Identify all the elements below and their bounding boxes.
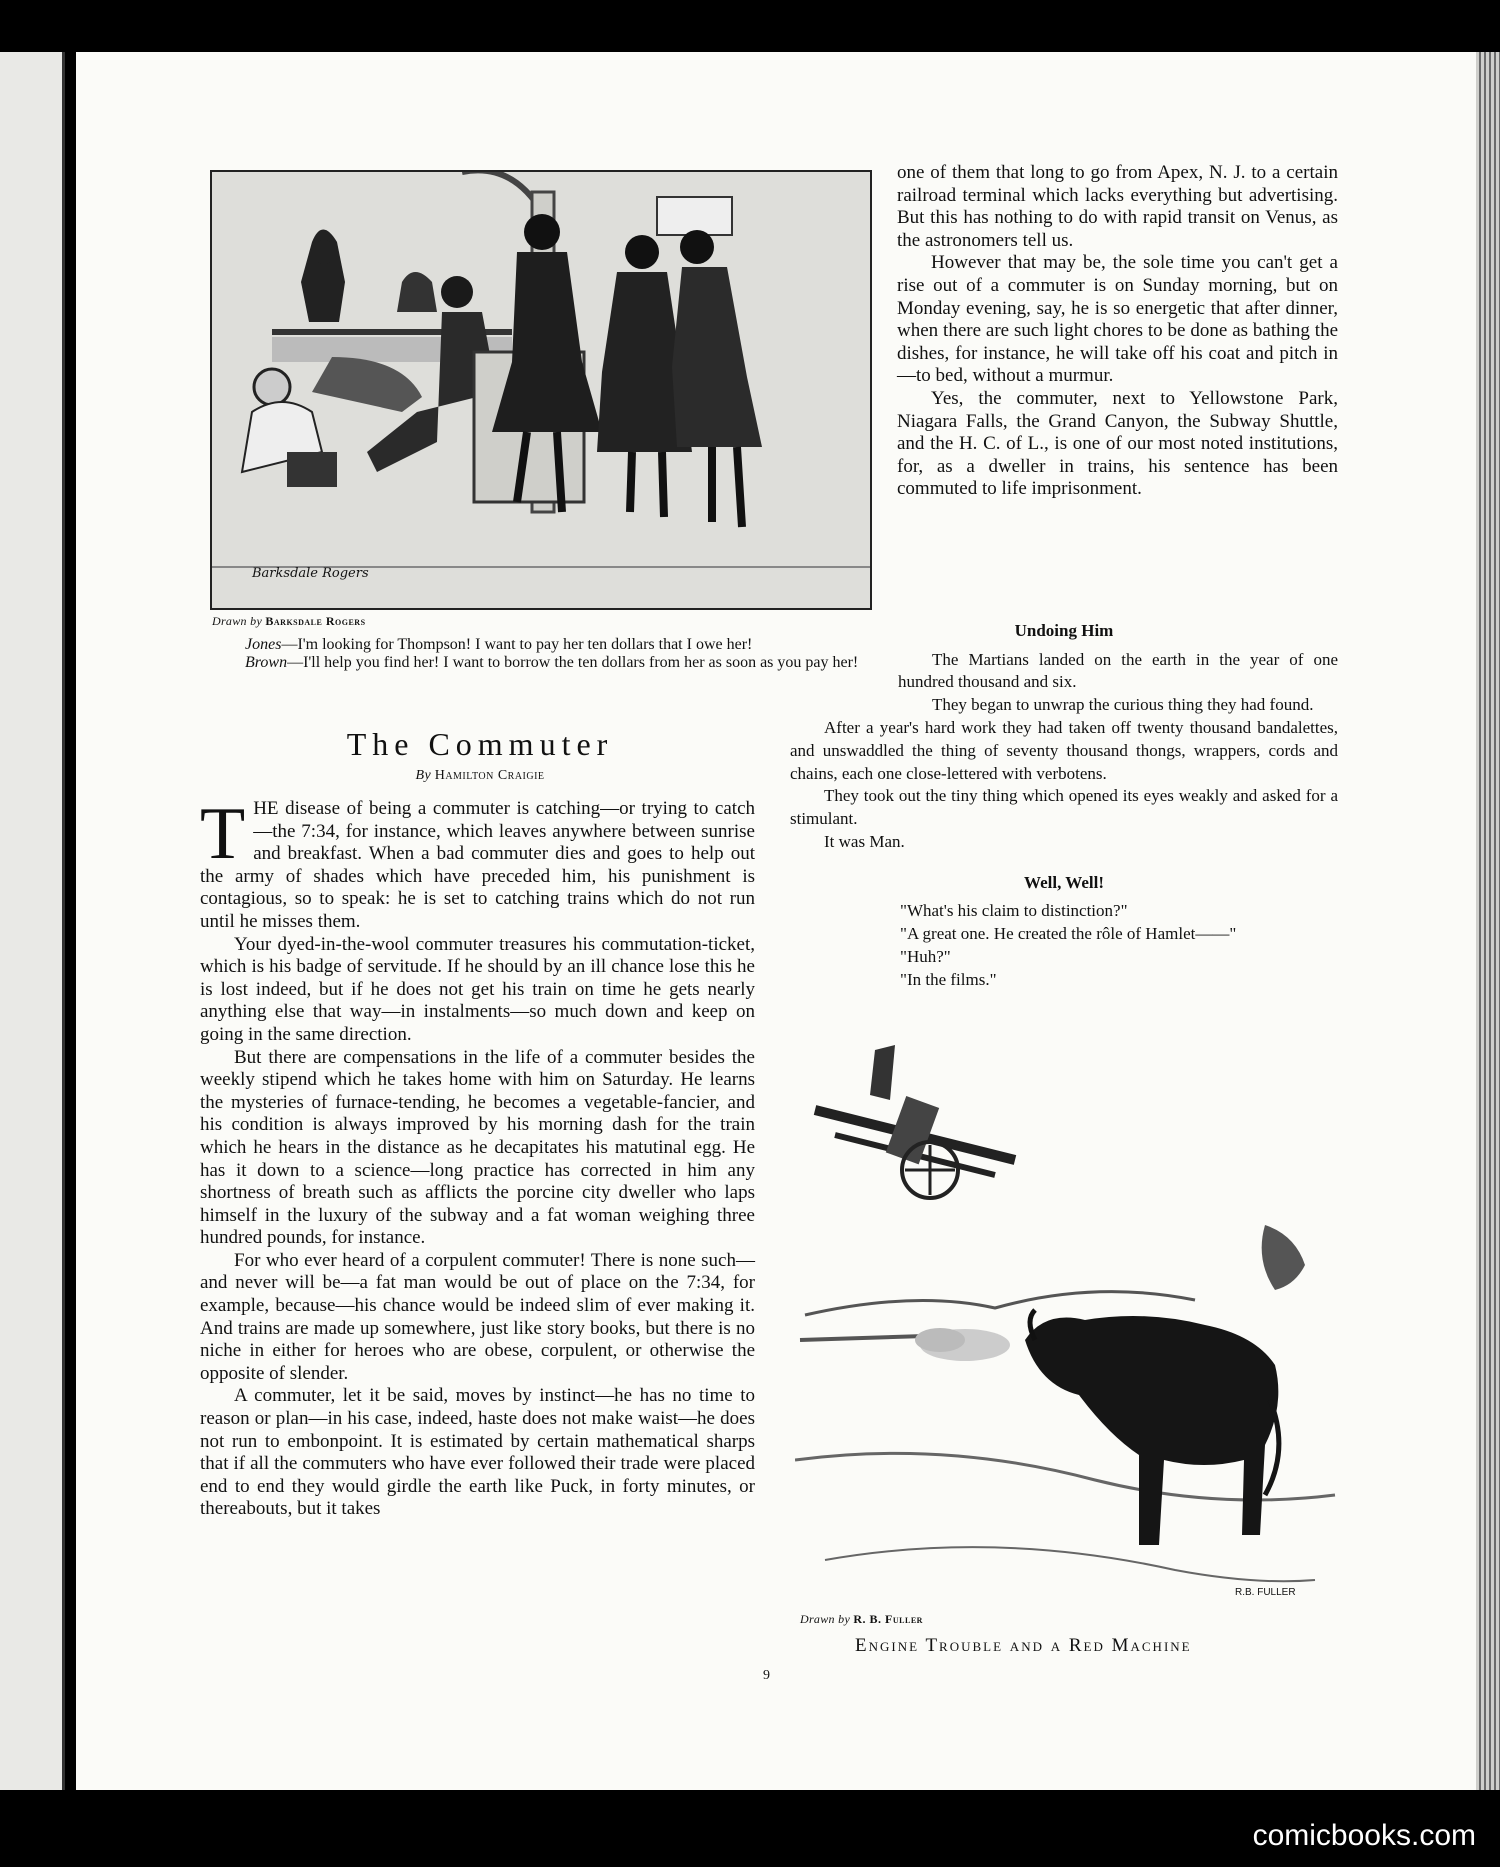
dialogue-line: "What's his claim to distinction?" — [900, 901, 1128, 921]
paragraph — [200, 793, 755, 934]
paragraph: The Martians landed on the earth in the year of one hundred thousand and six. — [898, 649, 1338, 692]
short-pieces — [790, 606, 1338, 992]
paragraph: Your dyed-in-the-wool commuter treasures his commutation-ticket, which is his badge of servitude. If he should by an ill chance lose this he is lost indeed, but if he does not get his train on time he gets nearly anything else that way—in instalments—so much down and keep on going in the same direction. — [200, 933, 755, 1045]
ladies-sketch — [212, 172, 870, 608]
wellwell-heading: Well, Well! — [1024, 872, 1104, 892]
bull — [1025, 1310, 1279, 1545]
article-byline — [200, 768, 760, 784]
dialogue-line: "Huh?" — [900, 946, 951, 966]
credit-name: Barksdale Rogers — [265, 614, 366, 628]
paragraph: Yes, the commuter, next to Yellowstone Park, Niagara Falls, the Grand Canyon, the Subway Shuttle, and the H. C. of L., is one of our most noted institutions, for, as a dweller in trains, his sentence has been commuted to life imprisonment. — [897, 387, 1338, 500]
illustration-signature: Barksdale Rogers — [252, 566, 369, 581]
bottom-illustration-credit — [800, 1612, 923, 1627]
paragraph: However that may be, the sole time you can't get a rise out of a commuter is on Sunday morning, but on Monday evening, say, he is so energetic that after dinner, when there are such light chores to be done as bathing the dishes, for instance, he will take off his coat and pitch in—to bed, without a murmur. — [897, 252, 1338, 387]
page-number: 9 — [763, 1668, 770, 1683]
watermark: comicbooks.com — [1252, 1819, 1476, 1852]
credit-prefix: Drawn by — [212, 614, 263, 628]
paragraph: It was Man. — [824, 831, 905, 851]
bull-airplane-illustration — [795, 1040, 1340, 1610]
illustration-caption: Engine Trouble and a Red Machine — [855, 1635, 1192, 1656]
speaker-jones: Jones — [245, 636, 282, 653]
paragraph: But there are compensations in the life of a commuter besides the weekly stipend which he takes home with him on Saturday. He learns the mysteries of furnace-tending, he becomes a vegetable-fancier, and his condition is always improved by his morning dash for the train which he hears in the distance as he decapitates his matutinal egg. He has it down to a science—long practice has corrected in him any shortness of breath such as afflicts the porcine city dweller who laps himself in the luxury of the subway and a fat woman weighing three hundred pounds, for instance. — [200, 1046, 755, 1249]
article-body-right — [897, 162, 1338, 501]
airplane-bull-sketch — [795, 1040, 1340, 1610]
byline-prefix: By — [415, 768, 432, 783]
byline-author: Hamilton Craigie — [434, 768, 545, 783]
commuters-illustration — [210, 170, 872, 610]
dialogue-line: "In the films." — [900, 969, 997, 989]
credit-name: R. B. Fuller — [853, 1612, 923, 1626]
paragraph: They took out the tiny thing which opened its eyes weakly and asked for a stimulant. — [790, 786, 1338, 829]
article-body-left — [200, 793, 755, 1521]
article-title: The Commuter — [346, 726, 614, 762]
speaker-brown: Brown — [245, 654, 288, 671]
page-stack-edge — [1476, 52, 1500, 1790]
paragraph: For who ever heard of a corpulent commuter! There is none such—and never will be—a fat man would be out of place on the 7:34, for example, because—his chance would be indeed slim of ever making it. And trains are made up somewhere, just like story books, but there is no niche in either for heroes who are obese, corpulent, or otherwise the opposite of slender. — [200, 1249, 755, 1384]
paragraph-text: HE disease of being a commuter is catching—or trying to catch—the 7:34, for instance, which leaves anywhere between sunrise and breakfast. When a bad commuter dies and goes to help out the army of shades which have preceded him, his punishment is contagious, so to speak: he is set to catching trains which do not run until he misses them. — [200, 798, 755, 932]
top-illustration-credit — [212, 614, 366, 629]
fuller-signature: R.B. FULLER — [1235, 1587, 1296, 1598]
biplane — [815, 1045, 1015, 1198]
undoing-heading: Undoing Him — [1014, 621, 1114, 640]
previous-page-edge — [0, 52, 65, 1790]
dropcap: T — [200, 793, 246, 875]
dialogue-line: "A great one. He created the rôle of Hamlet——" — [900, 924, 1237, 944]
paragraph: A commuter, let it be said, moves by instinct—he has no time to reason or plan—in his case, indeed, haste does not make waist—he does not run to embonpoint. It is estimated by certain mathematical sharps that if all the commuters who have ever followed their trade were placed end to end they would girdle the earth like Puck, in forty minutes, or thereabouts, but it takes — [200, 1385, 755, 1520]
caption-line-2: —I'll help you find her! I want to borrow the ten dollars from her as soon as you pay her! — [287, 654, 859, 671]
paragraph: After a year's hard work they had taken off twenty thousand bandalettes, and unswaddled the thing of seventy thousand thongs, wrappers, cords and chains, each one close-lettered with verbotens. — [790, 717, 1338, 783]
top-caption — [225, 636, 865, 672]
paragraph: They began to unwrap the curious thing they had found. — [932, 695, 1314, 715]
caption-line-1: —I'm looking for Thompson! I want to pay her ten dollars that I owe her! — [281, 636, 753, 653]
credit-prefix: Drawn by — [800, 1612, 851, 1626]
paragraph: one of them that long to go from Apex, N. J. to a certain railroad terminal which lacks everything but advertising. But this has nothing to do with rapid transit on Venus, as the astronomers tell us. — [897, 162, 1338, 251]
